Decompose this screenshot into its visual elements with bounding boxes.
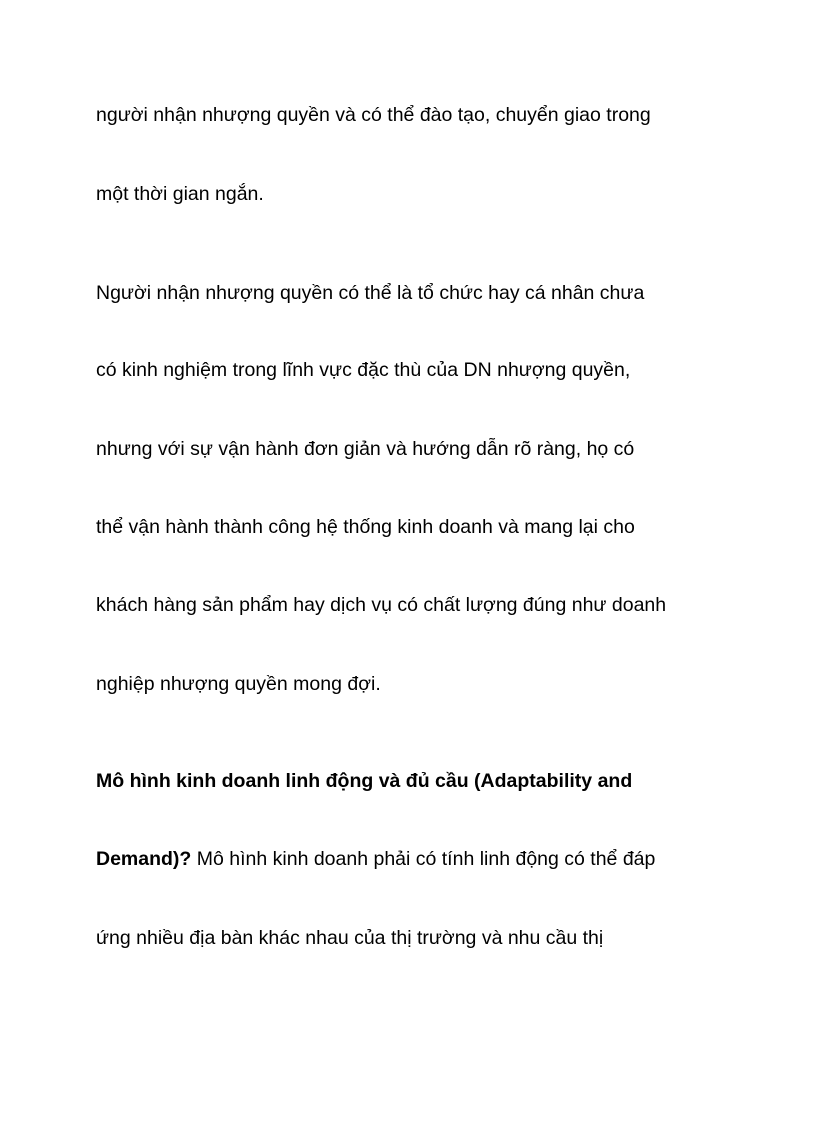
paragraph-3-line-2-rest: Mô hình kinh doanh phải có tính linh động có thể đáp <box>191 848 656 870</box>
paragraph-2-line-2: có kinh nghiệm trong lĩnh vực đặc thù của DN nhượng quyền, <box>96 359 631 381</box>
paragraph-2-line-5: khách hàng sản phẩm hay dịch vụ có chất lượng đúng như doanh <box>96 594 667 616</box>
paragraph-1-line-1: người nhận nhượng quyền và có thể đào tạo, chuyển giao trong <box>96 104 651 126</box>
paragraph-1-line-2: một thời gian ngắn. <box>96 183 264 205</box>
paragraph-2-line-1: Người nhận nhượng quyền có thể là tổ chức hay cá nhân chưa <box>96 282 645 304</box>
paragraph-3-heading-line-1: Mô hình kinh doanh linh động và đủ cầu (Adaptability and <box>96 770 633 792</box>
document-page <box>96 0 736 1123</box>
paragraph-3-line-2 <box>96 847 655 871</box>
paragraph-2-line-6: nghiệp nhượng quyền mong đợi. <box>96 673 381 695</box>
paragraph-2-line-3: nhưng với sự vận hành đơn giản và hướng dẫn rõ ràng, họ có <box>96 438 635 460</box>
paragraph-3-heading-line-2: Demand)? <box>96 848 192 870</box>
paragraph-3-line-3: ứng nhiều địa bàn khác nhau của thị trường và nhu cầu thị <box>96 927 604 949</box>
paragraph-2-line-4: thể vận hành thành công hệ thống kinh doanh và mang lại cho <box>96 516 635 538</box>
